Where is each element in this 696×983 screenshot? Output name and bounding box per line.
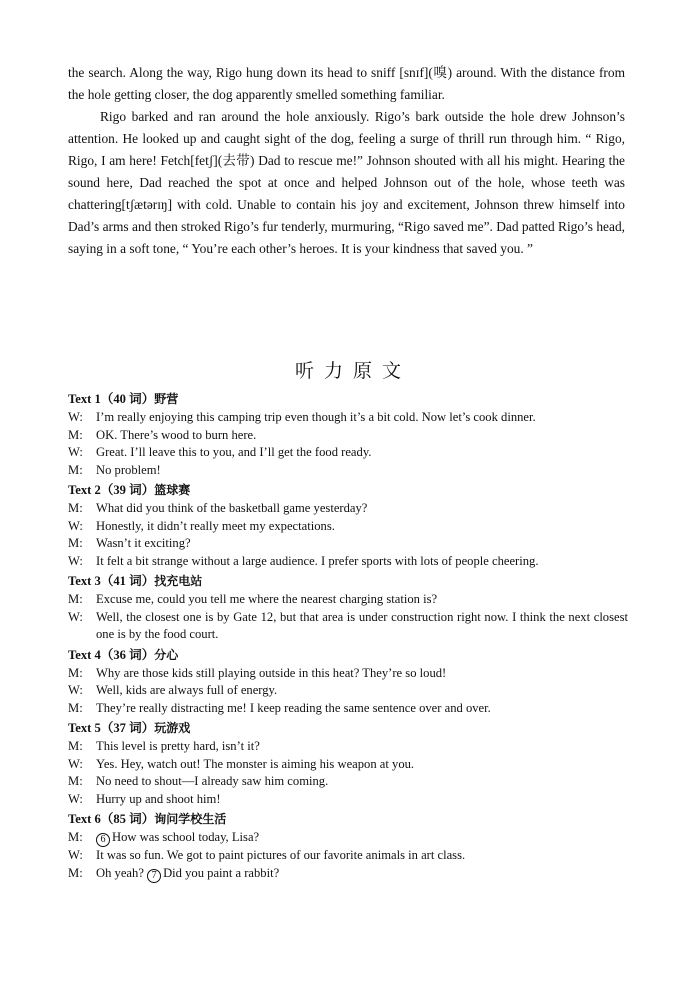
dialogue-text: Yes. Hey, watch out! The monster is aiming his weapon at you.: [96, 756, 415, 771]
story-paragraph-1: the search. Along the way, Rigo hung down its head to sniff [snɪf](嗅) around. With the distance from the hole getting closer, the dog apparently smelled something familiar.: [68, 65, 625, 102]
dialogue-text: Honestly, it didn’t really meet my expectations.: [96, 518, 335, 533]
dialogue-text: Well, the closest one is by Gate 12, but that area is under construction right now. I think the next closest one is by the food court.: [96, 609, 628, 641]
dialogue-text-wrap: [96, 609, 628, 644]
dialogue-line: [68, 462, 628, 480]
transcript-label: Text 5（37 词）: [68, 721, 155, 735]
dialogue-text-wrap: [96, 791, 628, 809]
speaker-label: M:: [68, 592, 83, 606]
dialogue-line: [68, 535, 628, 553]
speaker-label: M:: [68, 774, 83, 788]
dialogue-text: It was so fun. We got to paint pictures of our favorite animals in art class.: [96, 848, 466, 862]
transcript-topic: 分心: [154, 647, 179, 662]
dialogue-text-wrap: [96, 535, 628, 553]
dialogue-text-wrap: [96, 665, 628, 683]
dialogue-text: No problem!: [96, 462, 161, 477]
dialogue-line: [68, 518, 628, 536]
dialogue-text: How was school today, Lisa?: [112, 830, 260, 844]
listening-transcripts: [68, 388, 628, 883]
dialogue-text-wrap: [96, 591, 628, 609]
speaker-label: W:: [68, 518, 83, 533]
transcript-topic: 野营: [154, 392, 179, 406]
dialogue-text: They’re really distracting me! I keep reading the same sentence over and over.: [96, 700, 491, 715]
transcript-heading: [68, 572, 628, 591]
dialogue-line: [68, 500, 628, 518]
dialogue-line: [68, 829, 628, 847]
dialogue-text: OK. There’s wood to burn here.: [96, 427, 257, 442]
story-paragraph-2: Rigo barked and ran around the hole anxiously. Rigo’s bark outside the hole drew Johnson’s attention. He looked up and caught sight of the dog, feeling a surge of thrill run through him. “ Rigo, Rigo, I am here! Fetch[fetʃ](去带) Dad to rescue me!” Johnson shouted with all his might. Hearing the sound here, Dad reached the spot at once and helped Johnson out of the hole, whose teeth was chattering[tʃætərɪŋ] with cold. Unable to contain his joy and excitement, Johnson threw himself into Dad’s arms and then stroked Rigo’s fur tenderly, murmuring, “Rigo saved me”. Dad patted Rigo’s head, saying in a soft tone, “ You’re each other’s heroes. It is your kindness that saved you. ”: [68, 109, 625, 256]
speaker-label: M:: [68, 700, 83, 715]
dialogue-line: [68, 444, 628, 462]
dialogue-text: This level is pretty hard, isn’t it?: [96, 739, 260, 753]
speaker-label: W:: [68, 609, 83, 624]
transcript-heading: [68, 390, 628, 409]
transcript-section: [68, 719, 628, 808]
dialogue-line: [68, 609, 628, 644]
dialogue-line: [68, 682, 628, 700]
dialogue-line: [68, 591, 628, 609]
dialogue-text: Why are those kids still playing outside in this heat? They’re so loud!: [96, 665, 447, 680]
dialogue-text-wrap: [96, 553, 628, 571]
dialogue-line: [68, 409, 628, 427]
transcript-label: Text 1（40 词）: [68, 392, 155, 406]
dialogue-line: [68, 847, 628, 865]
transcript-label: Text 3（41 词）: [68, 574, 155, 588]
speaker-label: M:: [68, 501, 83, 515]
transcript-topic: 篮球赛: [154, 483, 191, 497]
transcript-label: Text 4（36 词）: [68, 647, 155, 662]
dialogue-text: Well, kids are always full of energy.: [96, 683, 278, 697]
speaker-label: W:: [68, 410, 83, 424]
transcript-section: [68, 646, 628, 718]
transcript-heading: [68, 481, 628, 500]
dialogue-line: [68, 791, 628, 809]
speaker-label: M:: [68, 830, 83, 844]
speaker-label: M:: [68, 462, 83, 477]
transcript-heading: [68, 646, 628, 665]
dialogue-text-wrap: [96, 756, 628, 774]
speaker-label: W:: [68, 683, 83, 697]
dialogue-line: [68, 700, 628, 718]
speaker-label: W:: [68, 791, 83, 806]
dialogue-text: What did you think of the basketball game yesterday?: [96, 501, 368, 515]
dialogue-text-wrap: [96, 865, 628, 883]
dialogue-text: Excuse me, could you tell me where the nearest charging station is?: [96, 592, 438, 606]
transcript-topic: 找充电站: [154, 574, 203, 588]
speaker-label: W:: [68, 553, 83, 568]
dialogue-text: It felt a bit strange without a large audience. I prefer sports with lots of people cheering.: [96, 553, 539, 568]
transcript-section: [68, 572, 628, 644]
story-passage: [68, 62, 625, 260]
transcript-heading: [68, 719, 628, 738]
speaker-label: M:: [68, 865, 83, 880]
transcript-label: Text 6（85 词）: [68, 812, 155, 826]
dialogue-prefix: Oh yeah?: [96, 865, 148, 880]
transcript-section: [68, 390, 628, 479]
dialogue-text-wrap: [96, 427, 628, 445]
dialogue-line: [68, 738, 628, 756]
speaker-label: W:: [68, 756, 83, 771]
speaker-label: M:: [68, 536, 83, 550]
dialogue-line: [68, 756, 628, 774]
dialogue-text-wrap: [96, 738, 628, 756]
speaker-label: M:: [68, 427, 83, 442]
dialogue-text: Hurry up and shoot him!: [96, 791, 221, 806]
dialogue-text-wrap: [96, 847, 628, 865]
dialogue-text: I’m really enjoying this camping trip even though it’s a bit cold. Now let’s cook dinner.: [96, 410, 536, 424]
dialogue-line: [68, 865, 628, 883]
dialogue-line: [68, 773, 628, 791]
dialogue-text-wrap: [96, 462, 628, 480]
dialogue-text-wrap: [96, 682, 628, 700]
section-title: 听力原文: [294, 360, 411, 382]
dialogue-line: [68, 427, 628, 445]
dialogue-text-wrap: [96, 409, 628, 427]
question-number-marker: 6: [96, 833, 110, 847]
dialogue-text-wrap: [96, 518, 628, 536]
transcript-heading: [68, 810, 628, 829]
speaker-label: M:: [68, 739, 83, 753]
transcript-topic: 询问学校生活: [154, 812, 227, 826]
speaker-label: M:: [68, 665, 83, 680]
speaker-label: W:: [68, 848, 83, 862]
dialogue-text: Did you paint a rabbit?: [163, 865, 280, 880]
dialogue-text: Great. I’ll leave this to you, and I’ll get the food ready.: [96, 445, 372, 459]
dialogue-text-wrap: [96, 773, 628, 791]
speaker-label: W:: [68, 445, 83, 459]
dialogue-text: No need to shout—I already saw him coming.: [96, 774, 329, 788]
question-number-marker: 7: [147, 869, 161, 883]
dialogue-text-wrap: [96, 500, 628, 518]
dialogue-text-wrap: [96, 444, 628, 462]
dialogue-text-wrap: [96, 700, 628, 718]
transcript-label: Text 2（39 词）: [68, 483, 155, 497]
transcript-topic: 玩游戏: [154, 721, 191, 735]
dialogue-text: Wasn’t it exciting?: [96, 536, 191, 550]
transcript-section: [68, 810, 628, 883]
transcript-section: [68, 481, 628, 570]
dialogue-line: [68, 553, 628, 571]
dialogue-line: [68, 665, 628, 683]
dialogue-text-wrap: [96, 829, 628, 847]
